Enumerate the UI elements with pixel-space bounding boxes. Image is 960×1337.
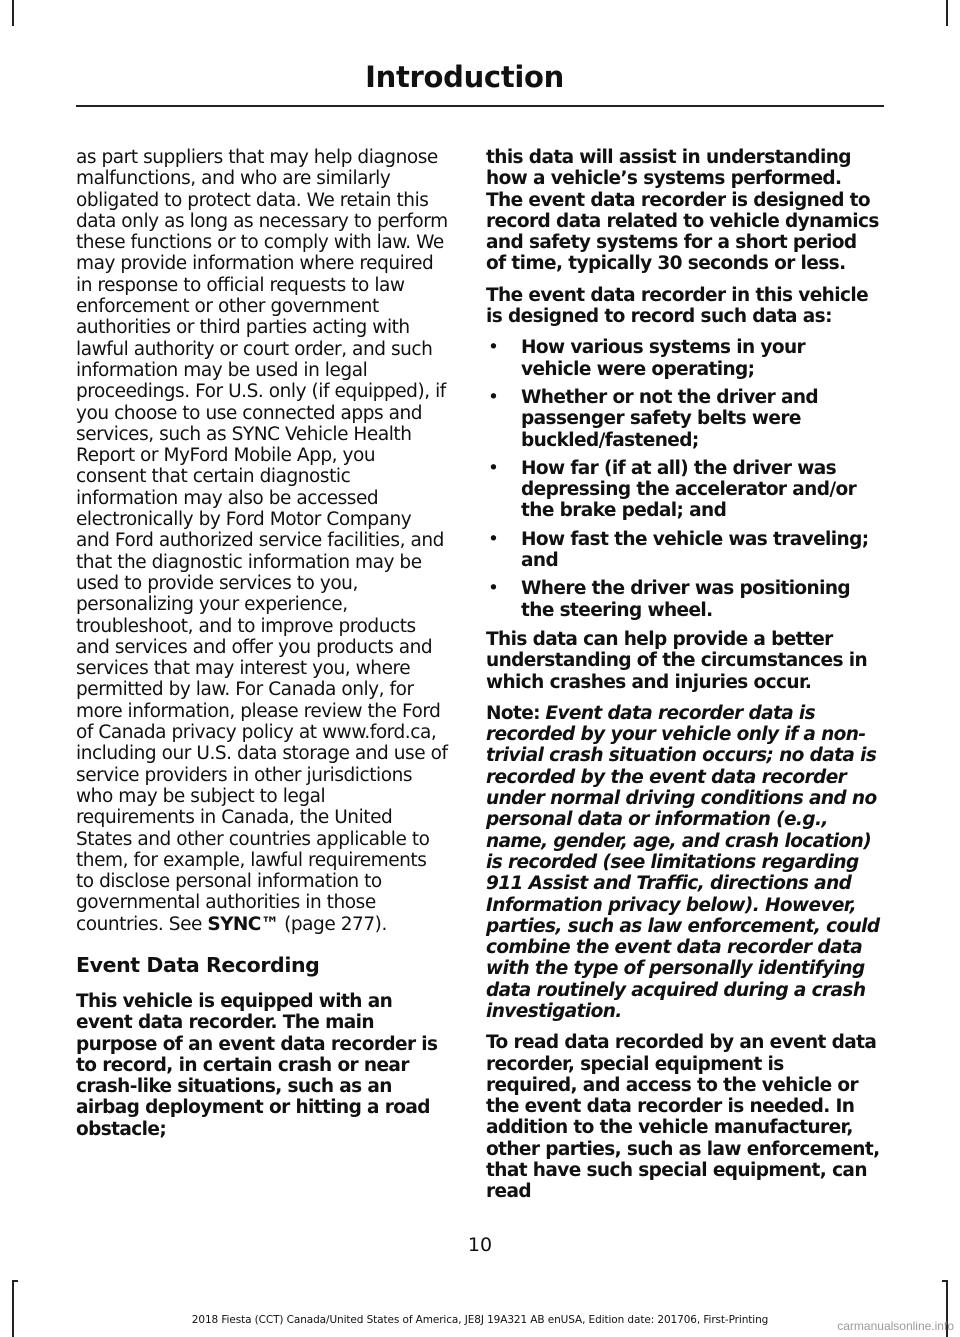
see-prefix: See bbox=[168, 913, 202, 935]
bullet-marker: • bbox=[488, 457, 499, 479]
note-text: Event data recorder data is recorded by your vehicle only if a non-trivial crash situation occurs; no data is recorded by the event data recorder under normal driving conditions and no personal data or information (e.g., name, gender, age, and crash location) is recorded (see limitations regarding 911 Assist and Traffic, directions and Information privacy below). However, parties, such as law enforcement, could combine the event data recorder data with the type of personally identifying data routinely acquired during a crash investigation. bbox=[486, 702, 880, 1022]
list-item bbox=[486, 458, 880, 522]
crop-mark-top-right-vertical bbox=[946, 0, 948, 26]
list-item-text: Whether or not the driver and passenger safety belts were buckled/fastened; bbox=[521, 386, 819, 451]
list-item bbox=[486, 529, 880, 572]
edr-understanding-paragraph: This data can help provide a better understanding of the circumstances in which crashes and injuries occur. bbox=[486, 628, 868, 693]
edr-access-paragraph: To read data recorded by an event data recorder, special equipment is required, and access to the vehicle or the event data recorder is needed. In addition to the vehicle manufacturer, other parties, such as law enforcement, that have such special equipment, can read bbox=[486, 1032, 880, 1203]
list-item-text: Where the driver was positioning the steering wheel. bbox=[521, 578, 851, 621]
crop-mark-top-left-vertical bbox=[12, 0, 14, 26]
list-item-text: How various systems in your vehicle were operating; bbox=[521, 337, 806, 380]
bullet-marker: • bbox=[488, 337, 499, 359]
sync-reference-link[interactable]: SYNC™ bbox=[207, 913, 279, 935]
edr-data-list bbox=[486, 337, 880, 621]
intro-paragraph-text: as part suppliers that may help diagnose malfunctions, and who are similarly obligated to protect data. We retain this data only as long as necessary to perform these functions or to comply with law. We may provide information where required in response to official requests to law enforcement or other government authorities or third parties acting with lawful authority or court order, and such information may be used in legal proceedings. For U.S. only (if equipped), if you choose to use connected apps and services, such as SYNC Vehicle Health Report or MyFord Mobile App, you consent that certain diagnostic information may also be accessed electronically by Ford Motor Company and Ford authorized service facilities, and that the diagnostic information may be used to provide services to you, personalizing your experience, troubleshoot, and to improve products and services and offer you products and services that may interest you, where permitted by law. For Canada only, for more information, please review the Ford of Canada privacy policy at www.ford.ca, including our U.S. data storage and use of service providers in other jurisdictions who may be subject to legal requirements in Canada, the United States and other countries applicable to them, for example, lawful requirements to disclose personal information to governmental authorities in those countries. bbox=[76, 147, 448, 935]
watermark-text: carmanualsonline.info bbox=[837, 1319, 954, 1333]
bullet-marker: • bbox=[488, 528, 499, 550]
right-column bbox=[486, 147, 880, 1213]
page-title: Introduction bbox=[365, 60, 564, 94]
intro-paragraph bbox=[76, 147, 448, 935]
bullet-marker: • bbox=[488, 386, 499, 408]
list-item bbox=[486, 337, 880, 380]
left-column bbox=[76, 147, 448, 1150]
list-item-text: How far (if at all) the driver was depressing the accelerator and/or the brake pedal; and bbox=[521, 457, 857, 522]
sync-reference-page: (page 277). bbox=[284, 913, 387, 935]
bullet-marker: • bbox=[488, 578, 499, 600]
list-item-text: How fast the vehicle was traveling; and bbox=[521, 528, 869, 572]
page-number: 10 bbox=[467, 1234, 493, 1256]
footer-edition-info: 2018 Fiesta (CCT) Canada/United States of America, JE8J 19A321 AB enUSA, Edition date: 201706, First-Printing bbox=[191, 1314, 769, 1326]
list-item bbox=[486, 387, 880, 451]
list-item bbox=[486, 578, 880, 621]
header-divider bbox=[76, 105, 884, 107]
crop-mark-bottom-right-horizontal bbox=[942, 1280, 948, 1282]
edr-data-intro-paragraph: The event data recorder in this vehicle is designed to record such data as: bbox=[486, 284, 869, 328]
crop-mark-bottom-left-vertical bbox=[12, 1280, 14, 1337]
crop-mark-bottom-left-horizontal bbox=[12, 1280, 18, 1282]
section-heading: Event Data Recording bbox=[76, 952, 320, 977]
note-paragraph bbox=[486, 703, 880, 1022]
note-label: Note: bbox=[486, 702, 540, 724]
edr-intro-paragraph: This vehicle is equipped with an event data recorder. The main purpose of an event data recorder is to record, in certain crash or near crash-like situations, such as an airbag deployment or hitting a road obstacle; bbox=[76, 990, 438, 1140]
edr-purpose-paragraph: this data will assist in understanding how a vehicle’s systems performed. The event data recorder is designed to record data related to vehicle dynamics and safety systems for a short period of time, typically 30 seconds or less. bbox=[486, 147, 879, 275]
